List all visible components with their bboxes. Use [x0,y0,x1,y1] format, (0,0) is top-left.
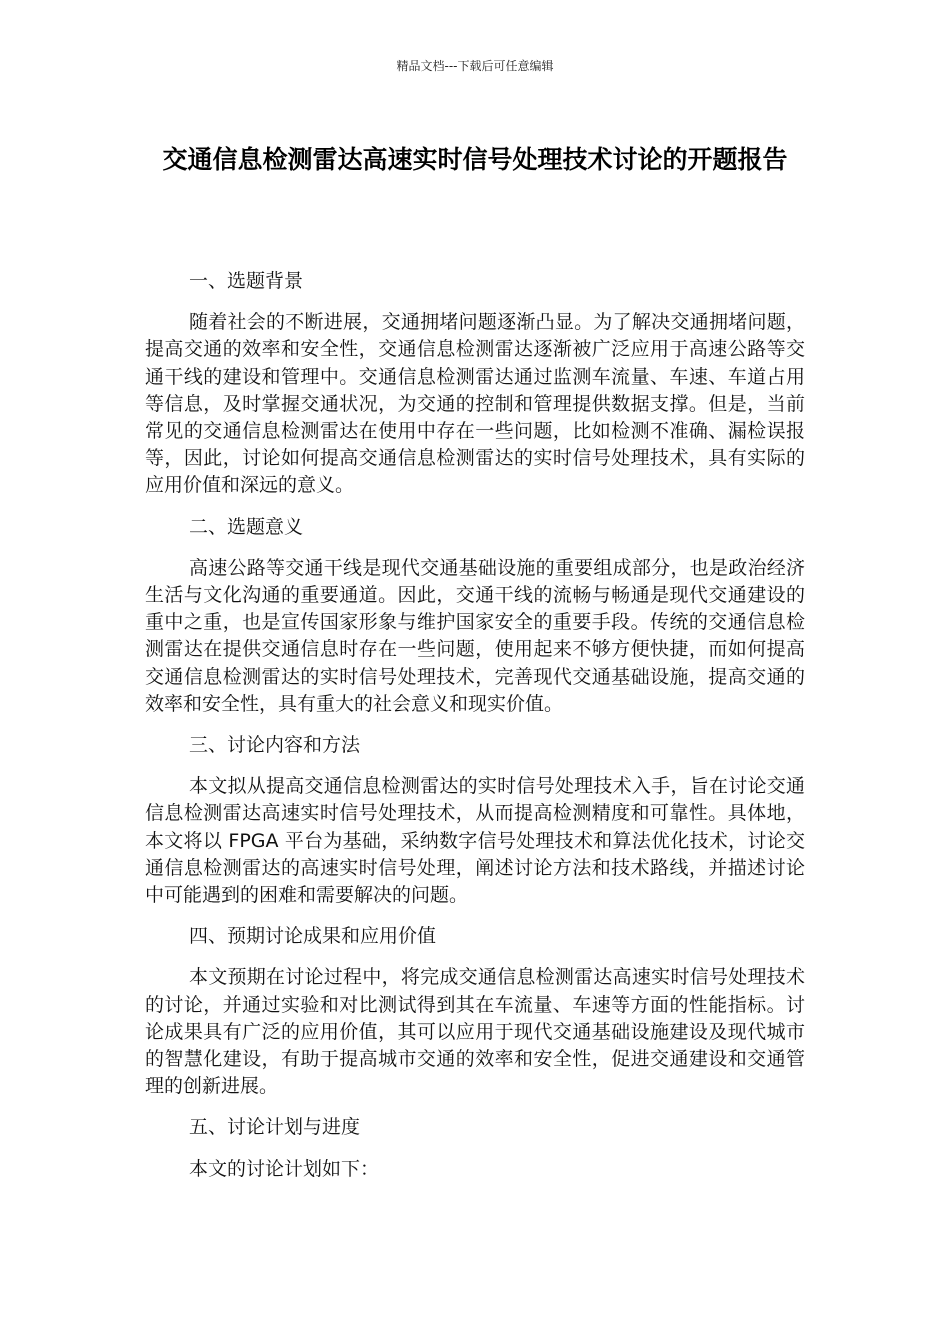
paragraph: 本文的讨论计划如下： [189,1157,380,1180]
section-heading: 四、预期讨论成果和应用价值 [189,925,437,948]
header-note: 精品文档---下载后可任意编辑 [396,59,554,73]
section-heading: 五、讨论计划与进度 [189,1116,361,1139]
section-significance [145,514,805,718]
paragraph: 高速公路等交通干线是现代交通基础设施的重要组成部分，也是政治经济生活与文化沟通的重要通道。因此，交通干线的流畅与畅通是现代交通建设的重中之重，也是宣传国家形象与维护国家安全的重要手段。传统的交通信息检测雷达在提供交通信息时存在一些问题，使用起来不够方便快捷，而如何提高交通信息检测雷达的实时信号处理技术，完善现代交通基础设施，提高交通的效率和安全性，具有重大的社会意义和现实价值。 [145,556,805,715]
paragraph: 本文拟从提高交通信息检测雷达的实时信号处理技术入手，旨在讨论交通信息检测雷达高速实时信号处理技术，从而提高检测精度和可靠性。具体地，本文将以 FPGA 平台为基础，采纳数字信号处理技术和算法优化技术，讨论交通信息检测雷达的高速实时信号处理，阐述讨论方法和技术路线，并描述讨论中可能遇到的困难和需要解决的问题。 [145,775,805,907]
document-body [145,268,805,1197]
section-heading: 一、选题背景 [189,270,304,292]
document-title: 交通信息检测雷达高速实时信号处理技术讨论的开题报告 [162,145,788,174]
paragraph: 本文预期在讨论过程中，将完成交通信息检测雷达高速实时信号处理技术的讨论，并通过实验和对比测试得到其在车流量、车速等方面的性能指标。讨论成果具有广泛的应用价值，其可以应用于现代交通基础设施建设及现代城市的智慧化建设，有助于提高城市交通的效率和安全性，促进交通建设和交通管理的创新进展。 [145,966,805,1098]
section-content-methods [145,732,805,909]
paragraph: 随着社会的不断进展，交通拥堵问题逐渐凸显。为了解决交通拥堵问题，提高交通的效率和安全性，交通信息检测雷达逐渐被广泛应用于高速公路等交通干线的建设和管理中。交通信息检测雷达通过监测车流量、车速、车道占用等信息，及时掌握交通状况，为交通的控制和管理提供数据支撑。但是，当前常见的交通信息检测雷达在使用中存在一些问题，比如检测不准确、漏检误报等，因此，讨论如何提高交通信息检测雷达的实时信号处理技术，具有实际的应用价值和深远的意义。 [145,311,805,497]
section-heading: 三、讨论内容和方法 [189,734,361,757]
section-background [145,268,805,500]
section-expected-results [145,923,805,1100]
section-plan-schedule [145,1114,805,1182]
section-heading: 二、选题意义 [189,515,304,538]
